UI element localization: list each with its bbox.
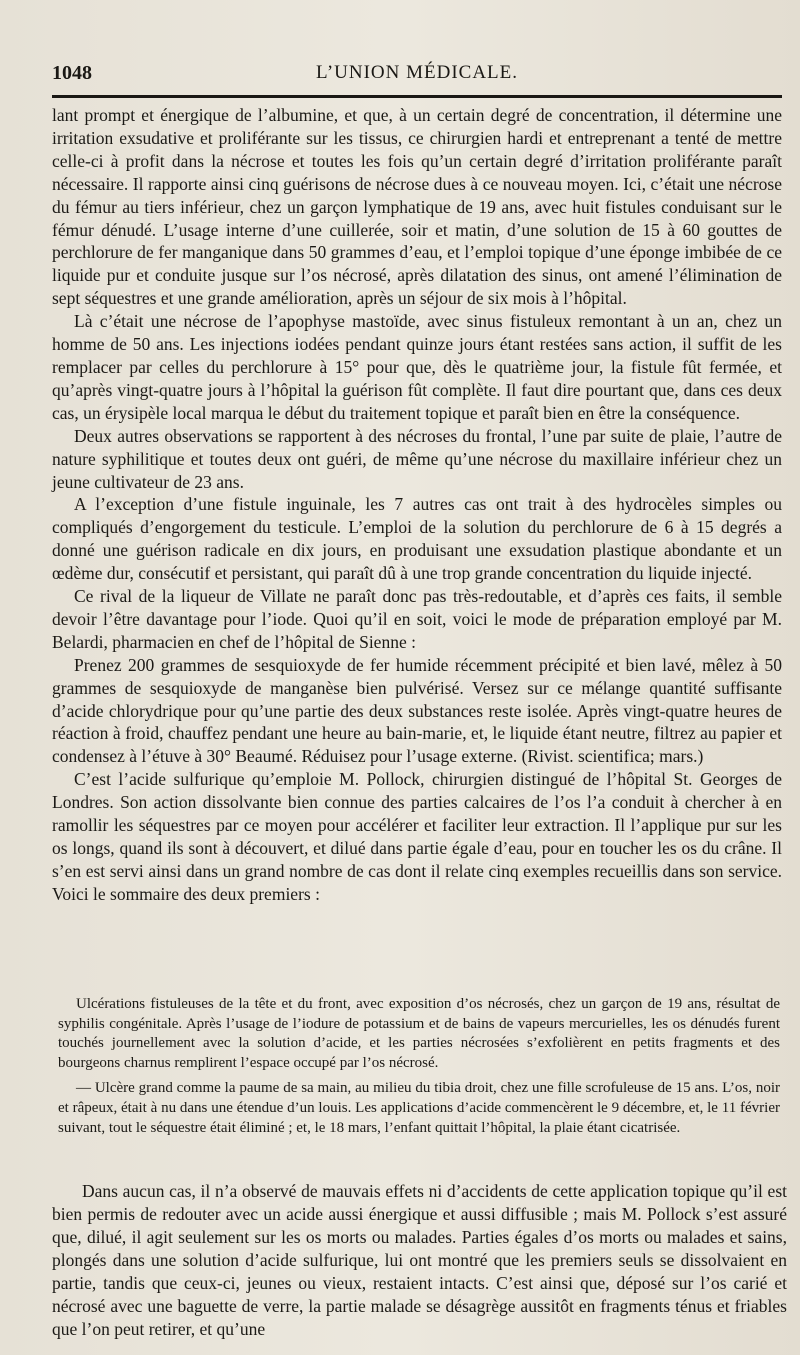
case-summary: — Ulcère grand comme la paume de sa main, au milieu du tibia droit, chez une fille scrofuleuse de 15 ans. L’os, noir et râpeux, était à nu dans une étendue d’un louis. Les applications d’acide commencèrent le 9 décembre, et, le 11 février suivant, tout le séquestre était éliminé ; et, le 18 mars, l’enfant quittait l’hôpital, la plaie étant cicatrisée.	[58, 1080, 780, 1136]
header-rule	[52, 95, 782, 98]
paragraph: Là c’était une nécrose de l’apophyse mastoïde, avec sinus fistuleux remontant à un an, chez un homme de 50 ans. Les injections iodées pendant quinze jours étant restées sans action, il suffit de les remplacer par celles du perchlorure à 15° pour que, dès le quatrième jour, la fistule fût fermée, et qu’après vingt-quatre jours à l’hôpital la guérison fût complète. Il faut dire pourtant que, dans ces deux cas, un érysipèle local marqua le début du traitement topique et paraît bien en être la conséquence.	[52, 311, 782, 423]
paragraph: C’est l’acide sulfurique qu’emploie M. Pollock, chirurgien distingué de l’hôpital St. Georges de Londres. Son action dissolvante bien connue des parties calcaires de l’os l’a conduit à chercher à en ramollir les séquestres par ce moyen pour accélérer et faciliter leur extraction. Il l’applique pur sur les os longs, quand ils sont à découvert, et dilué dans partie égale d’eau, pour en toucher les os du crâne. Il s’en est servi ainsi dans un grand nombre de cas dont il relate cinq exemples recueillis dans son service. Voici le sommaire des deux premiers :	[52, 769, 782, 904]
paragraph: Ce rival de la liqueur de Villate ne paraît donc pas très-redoutable, et d’après ces faits, il semble devoir l’être davantage pour l’iode. Quoi qu’il en soit, voici le mode de préparation employé par M. Belardi, pharmacien en chef de l’hôpital de Sienne :	[52, 586, 782, 652]
paragraph: Deux autres observations se rapportent à des nécroses du frontal, l’une par suite de plaie, l’autre de nature syphilitique et toutes deux ont guéri, de même qu’une nécrose du maxillaire inférieur chez un jeune cultivateur de 23 ans.	[52, 425, 782, 492]
paragraph: Prenez 200 grammes de sesquioxyde de fer humide récemment précipité et bien lavé, mêlez à 50 grammes de sesquioxyde de manganèse bien pulvérisé. Versez sur ce mélange quantité suffisante d’acide chlorydrique pour qu’une partie des deux substances reste isolée. Après vingt-quatre heures de réaction à froid, chauffez pendant une heure au bain-marie, et, le liquide étant neutre, filtrez au papier et condensez à l’étuve à 30° Beaumé. Réduisez pour l’usage externe. (Rivist. scientifica; mars.)	[52, 654, 782, 767]
paragraph: lant prompt et énergique de l’albumine, et que, à un certain degré de concentration, il détermine une irritation exsudative et proliférante sur les tissus, ce chirurgien hardi et entreprenant a tenté de mettre celle-ci à profit dans la nécrose et toutes les fois qu’un certain degré d’irritation proliférante paraît nécessaire. Il rapporte ainsi cinq guérisons de nécrose dues à ce nouveau moyen. Ici, c’était une nécrose du fémur au tiers inférieur, chez un garçon lymphatique de 19 ans, avec huit fistules conduisant sur le fémur dénudé. L’usage interne d’une cuillerée, soir et matin, d’une solution de 15 à 60 gouttes de perchlorure de fer manganique dans 50 grammes d’eau, et l’emploi topique d’une éponge imbibée de ce liquide pur et conduite jusque sur l’os nécrosé, après dilatation des sinus, ont amené l’élimination de sept séquestres et une grande amélioration, après un séjour de six mois à l’hôpital.	[52, 105, 782, 309]
case-summary: Ulcérations fistuleuses de la tête et du front, avec exposition d’os nécrosés, chez un garçon de 19 ans, résultat de syphilis congénitale. Après l’usage de l’iodure de potassium et de bains de vapeurs mercurielles, les os dénudés furent touchés journellement avec la solution d’acide, et les parties nécrosées s’exfolièrent en petits fragments et des bourgeons charnus remplirent l’espace occupé par l’os nécrosé.	[58, 996, 780, 1071]
main-text	[52, 104, 782, 906]
page-header	[52, 62, 782, 90]
paragraph: A l’exception d’une fistule inguinale, les 7 autres cas ont trait à des hydrocèles simples ou compliqués d’engorgement du testicule. L’emploi de la solution du perchlorure de 6 à 15 degrés a donné une guérison radicale en dix jours, en produisant une exsudation plastique abondante et un œdème dur, consécutif et persistant, qui paraît dû à une trop grande concentration du liquide injecté.	[52, 494, 782, 584]
closing-text	[52, 1180, 787, 1341]
page-number: 1048	[52, 62, 92, 84]
running-title: L’UNION MÉDICALE.	[315, 62, 519, 83]
paragraph: Dans aucun cas, il n’a observé de mauvais effets ni d’accidents de cette application topique qu’il est bien permis de redouter avec un acide aussi énergique et aussi diffusible ; mais M. Pollock s’est assuré que, dilué, il agit seulement sur les os morts ou malades. Parties égales d’os morts ou malades et sains, plongés dans une solution d’acide sulfurique, lui ont montré que les premiers seuls se dissolvaient en partie, tandis que ceux-ci, jeunes ou vieux, restaient intacts. C’est ainsi que, déposé sur l’os carié et nécrosé avec une baguette de verre, la partie malade se désagrège aussitôt en fragments ténus et friables que l’on peut retirer, et qu’une	[52, 1181, 787, 1339]
case-summaries	[58, 995, 780, 1144]
